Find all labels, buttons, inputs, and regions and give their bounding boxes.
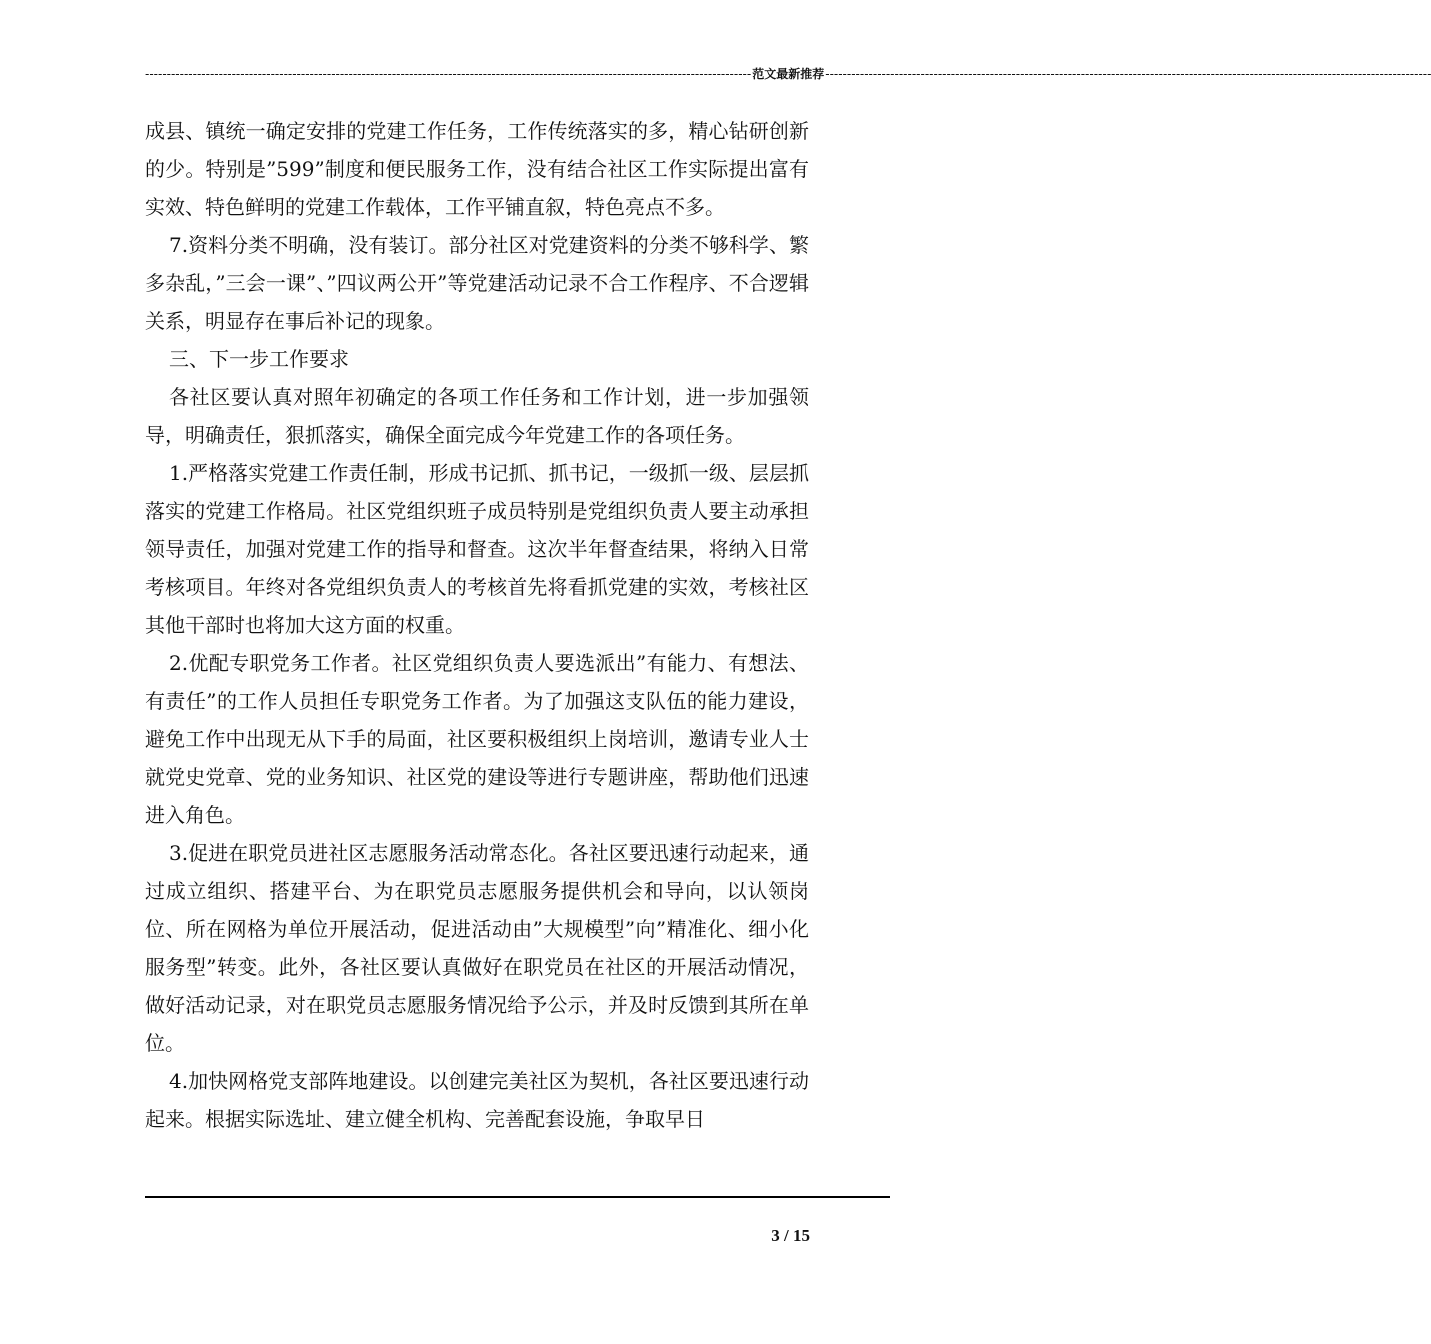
page-number: 3 / 15 bbox=[771, 1226, 810, 1245]
section-heading: 三、下一步工作要求 bbox=[169, 347, 349, 371]
header-label: 范文最新推荐 bbox=[752, 67, 825, 81]
paragraph: 7.资料分类不明确，没有装订。部分社区对党建资料的分类不够科学、繁多杂乱，”三会一课”、”四议两公开”等党建活动记录不合工作程序、不合逻辑关系，明显存在事后补记的现象。 bbox=[145, 233, 809, 333]
header-dash-right: -------------------------------------------------------------------------------------------------------------------------------------------- bbox=[825, 67, 1431, 81]
header-dash-left: -------------------------------------------------------------------------------------------------------------------------------------------- bbox=[145, 67, 752, 81]
page-header bbox=[145, 66, 1431, 82]
footer-divider bbox=[145, 1196, 890, 1198]
paragraph: 成县、镇统一确定安排的党建工作任务，工作传统落实的多，精心钻研创新的少。特别是”599”制度和便民服务工作，没有结合社区工作实际提出富有实效、特色鲜明的党建工作载体，工作平铺直叙，特色亮点不多。 bbox=[145, 119, 809, 219]
paragraph: 1.严格落实党建工作责任制，形成书记抓、抓书记，一级抓一级、层层抓落实的党建工作格局。社区党组织班子成员特别是党组织负责人要主动承担领导责任，加强对党建工作的指导和督查。这次半年督查结果，将纳入日常考核项目。年终对各党组织负责人的考核首先将看抓党建的实效，考核社区其他干部时也将加大这方面的权重。 bbox=[145, 461, 809, 637]
paragraph: 3.促进在职党员进社区志愿服务活动常态化。各社区要迅速行动起来，通过成立组织、搭建平台、为在职党员志愿服务提供机会和导向，以认领岗位、所在网格为单位开展活动，促进活动由”大规模型”向”精准化、细小化服务型”转变。此外，各社区要认真做好在职党员在社区的开展活动情况，做好活动记录，对在职党员志愿服务情况给予公示，并及时反馈到其所在单位。 bbox=[145, 841, 809, 1055]
document-body bbox=[145, 112, 809, 1138]
paragraph: 2.优配专职党务工作者。社区党组织负责人要选派出”有能力、有想法、有责任”的工作人员担任专职党务工作者。为了加强这支队伍的能力建设，避免工作中出现无从下手的局面，社区要积极组织上岗培训，邀请专业人士就党史党章、党的业务知识、社区党的建设等进行专题讲座，帮助他们迅速进入角色。 bbox=[145, 651, 809, 827]
paragraph: 4.加快网格党支部阵地建设。以创建完美社区为契机，各社区要迅速行动起来。根据实际选址、建立健全机构、完善配套设施，争取早日 bbox=[145, 1069, 809, 1131]
paragraph: 各社区要认真对照年初确定的各项工作任务和工作计划，进一步加强领导，明确责任，狠抓落实，确保全面完成今年党建工作的各项任务。 bbox=[145, 385, 809, 447]
